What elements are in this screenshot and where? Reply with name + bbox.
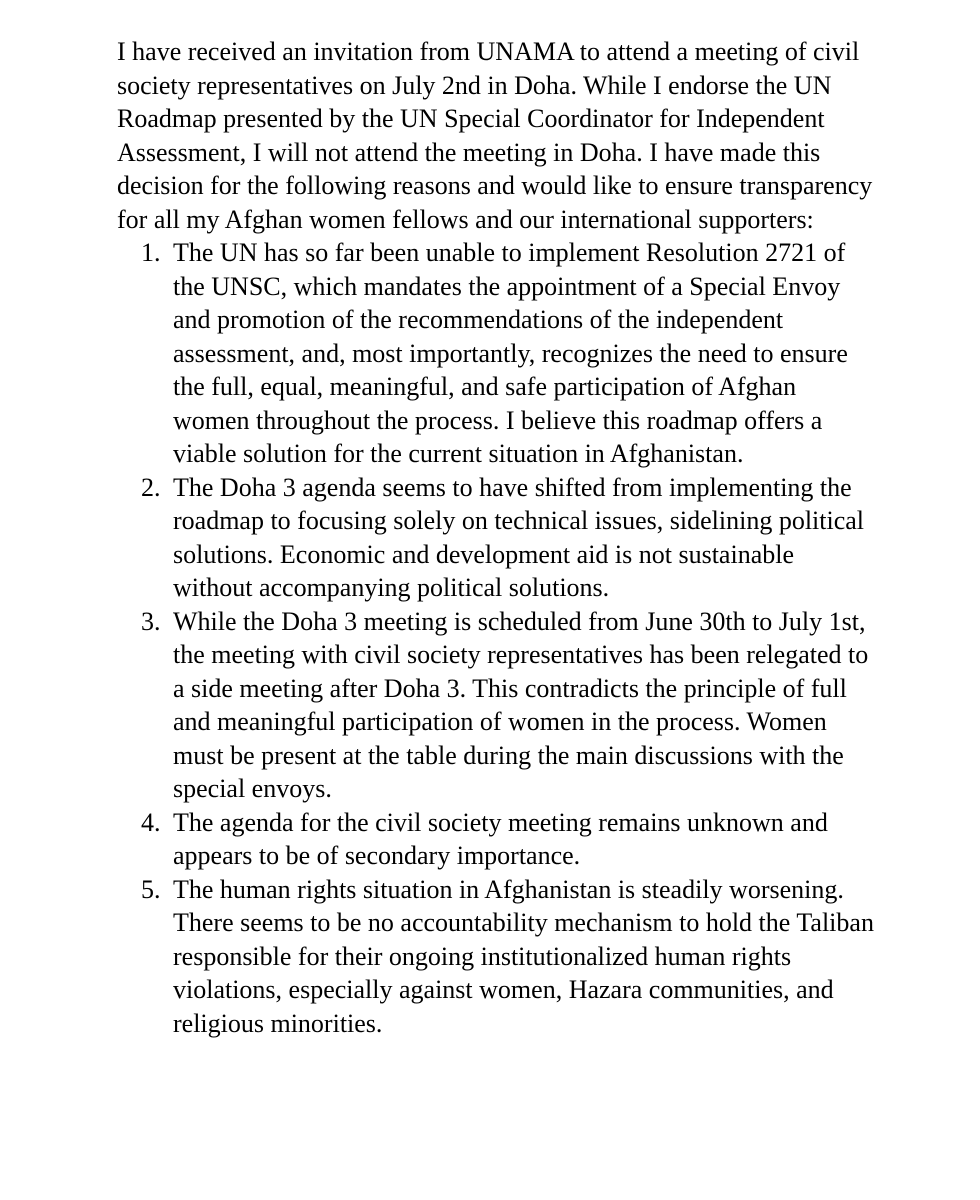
list-item bbox=[117, 471, 877, 605]
list-item bbox=[117, 236, 877, 471]
intro-paragraph: I have received an invitation from UNAMA to attend a meeting of civil society representatives on July 2nd in Doha. While I endorse the UN Roadmap presented by the UN Special Coordinator for Independent Assessment, I will not attend the meeting in Doha. I have made this decision for the following reasons and would like to ensure transparency for all my Afghan women fellows and our international supporters: bbox=[117, 37, 873, 234]
list-item-text: While the Doha 3 meeting is scheduled from June 30th to July 1st, the meeting with civil society representatives has been relegated to a side meeting after Doha 3. This contradicts the principle of full and meaningful participation of women in the process. Women must be present at the table during the main discussions with the special envoys. bbox=[173, 606, 869, 803]
list-item-text: The UN has so far been unable to implement Resolution 2721 of the UNSC, which mandates the appointment of a Special Envoy and promotion of the recommendations of the independent assessment, and, most importantly, recognizes the need to ensure the full, equal, meaningful, and safe participation of Afghan women throughout the process. I believe this roadmap offers a viable solution for the current situation in Afghanistan. bbox=[173, 238, 848, 468]
list-number: 1. bbox=[141, 238, 161, 267]
list-item bbox=[117, 605, 877, 806]
list-item-text: The human rights situation in Afghanistan is steadily worsening. There seems to be no accountability mechanism to hold the Taliban responsible for their ongoing institutionalized human rights violations, especially against women, Hazara communities, and religious minorities. bbox=[173, 874, 874, 1038]
list-item-text: The Doha 3 agenda seems to have shifted from implementing the roadmap to focusing solely on technical issues, sidelining political solutions. Economic and development aid is not sustainable without accompanying political solutions. bbox=[173, 472, 865, 602]
document-body bbox=[117, 35, 877, 1040]
list-item bbox=[117, 873, 877, 1041]
reasons-list bbox=[117, 236, 877, 1040]
list-number: 5. bbox=[141, 874, 161, 904]
list-number: 4. bbox=[141, 807, 161, 837]
list-item-text: The agenda for the civil society meeting remains unknown and appears to be of secondary importance. bbox=[173, 807, 828, 870]
list-item bbox=[117, 806, 877, 873]
list-number: 3. bbox=[141, 606, 161, 636]
list-number: 2. bbox=[141, 472, 161, 502]
